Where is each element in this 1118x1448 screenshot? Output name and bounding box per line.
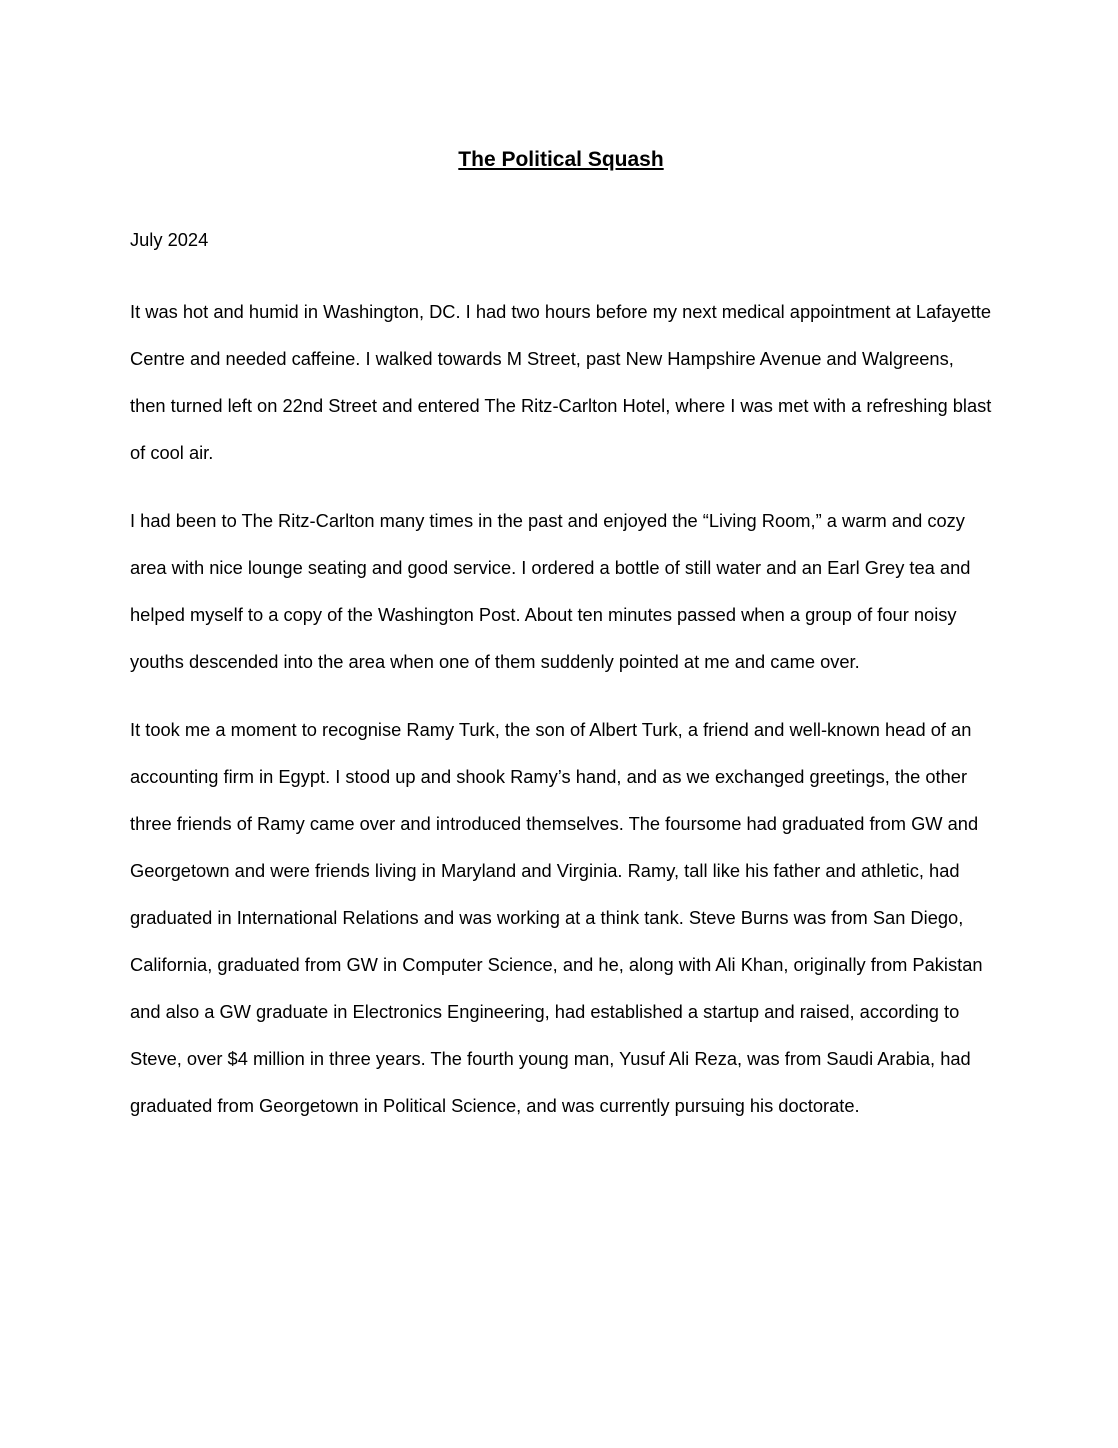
paragraph-1: It was hot and humid in Washington, DC. I had two hours before my next medical appointment at Lafayette Centre and needed caffeine. I walked towards M Street, past New Hampshire Avenue and Walgreens, then turned left on 22nd Street and entered The Ritz-Carlton Hotel, where I was met with a refreshing blast of cool air. bbox=[130, 301, 992, 463]
paragraph-3: It took me a moment to recognise Ramy Turk, the son of Albert Turk, a friend and well-known head of an accounting firm in Egypt. I stood up and shook Ramy’s hand, and as we exchanged greetings, the other three friends of Ramy came over and introduced themselves. The foursome had graduated from GW and Georgetown and were friends living in Maryland and Virginia. Ramy, tall like his father and athletic, had graduated in International Relations and was working at a think tank. Steve Burns was from San Diego, California, graduated from GW in Computer Science, and he, along with Ali Khan, originally from Pakistan and also a GW graduate in Electronics Engineering, had established a startup and raised, according to Steve, over $4 million in three years. The fourth young man, Yusuf Ali Reza, was from Saudi Arabia, had graduated from Georgetown in Political Science, and was currently pursuing his doctorate. bbox=[130, 719, 983, 1116]
document-title: The Political Squash bbox=[458, 148, 664, 171]
paragraph-2: I had been to The Ritz-Carlton many times in the past and enjoyed the “Living Room,” a warm and cozy area with nice lounge seating and good service. I ordered a bottle of still water and an Earl Grey tea and helped myself to a copy of the Washington Post. About ten minutes passed when a group of four noisy youths descended into the area when one of them suddenly pointed at me and came over. bbox=[130, 510, 971, 672]
date-line: July 2024 bbox=[130, 229, 209, 250]
